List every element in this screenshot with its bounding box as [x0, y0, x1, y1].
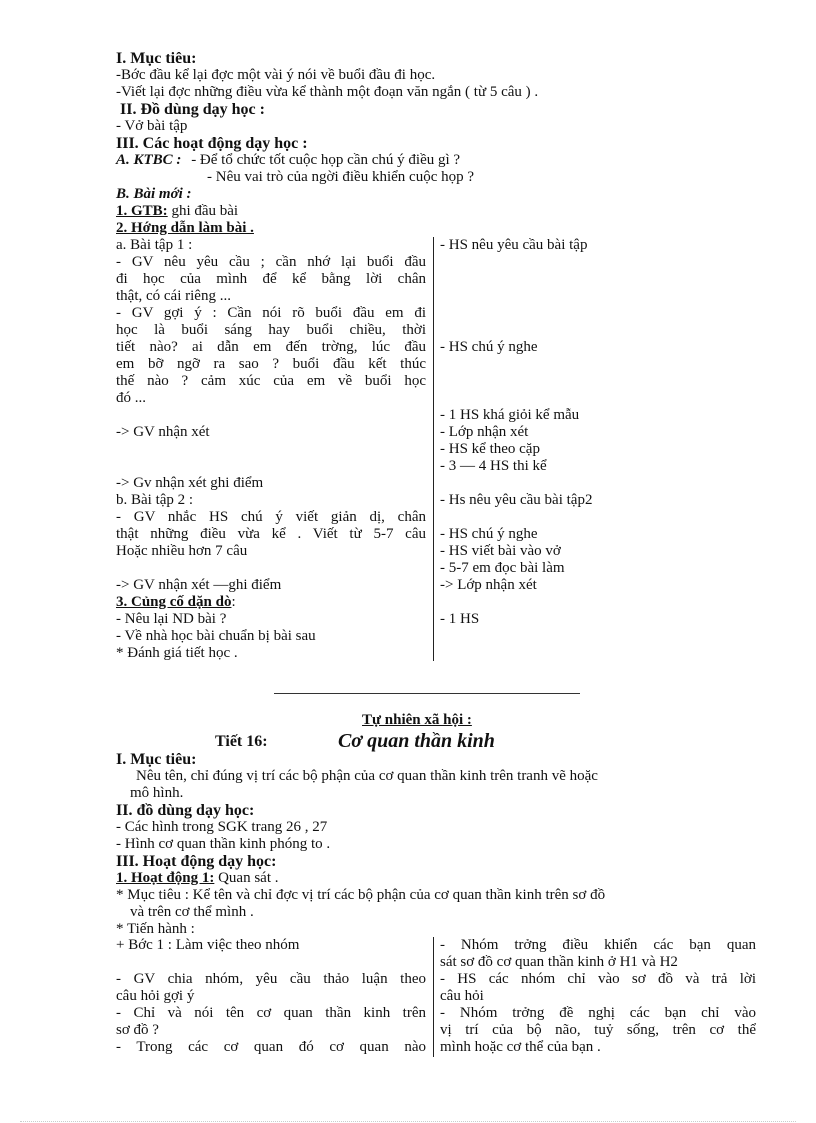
cung-co-block: [116, 594, 426, 662]
table-cell-line: sơ đồ ?: [116, 1022, 159, 1038]
table-cell-line: [116, 560, 426, 577]
ktbc-line-1: [116, 152, 756, 169]
cung-co-heading: 3. Củng cố dặn dò: [116, 594, 232, 610]
table-cell-line: [116, 458, 426, 475]
table-cell-line: - HS nêu yêu cầu bài tập: [440, 237, 588, 253]
table-cell-line: - 1 HS: [440, 611, 480, 627]
gtb-label: 1. GTB:: [116, 203, 168, 219]
cung-co-colon: :: [231, 594, 236, 610]
table-cell-line: -> GV nhận xét: [116, 424, 210, 440]
table1-left-column: [116, 237, 426, 594]
table-cell-line: - HS kể theo cặp: [440, 441, 540, 457]
table-cell-line: - Chỉ và nói tên cơ quan thần kinh trên: [116, 1005, 426, 1021]
table-cell-line: - 5-7 em đọc bài làm: [440, 560, 565, 576]
table-cell-line: [116, 954, 426, 971]
section-separator: [274, 693, 580, 694]
tien-hanh: * Tiến hành :: [116, 921, 195, 937]
table1-divider: [433, 237, 434, 661]
table-cell-line: - HS chú ý nghe: [440, 526, 538, 542]
table-cell-line: tiết nào? ai dẫn em đến trờng, lúc đầu: [116, 339, 426, 355]
table-cell-line: - Hs nêu yêu cầu bài tập2: [440, 492, 593, 508]
subject-heading: Tự nhiên xã hội :: [362, 712, 472, 728]
table-cell-line: câu hỏi gợi ý: [116, 988, 195, 1004]
table-cell-line: - HS các nhóm chỉ vào sơ đồ và trả lời: [440, 971, 756, 987]
muc-tieu-heading: I. Mục tiêu:: [116, 50, 197, 67]
gtb-text: ghi đầu bài: [167, 203, 239, 219]
page-bottom-rule: [20, 1121, 796, 1122]
table-cell-line: - HS viết bài vào vở: [440, 543, 561, 559]
table2-right-column: [440, 937, 756, 1056]
table-cell-line: sát sơ đồ cơ quan thần kinh ở H1 và H2: [440, 954, 678, 970]
part2-header: [116, 751, 756, 938]
part1-header: [116, 50, 756, 237]
table-cell-line: b. Bài tập 2 :: [116, 492, 194, 508]
hd1-muc-tieu-1: * Mục tiêu : Kể tên và chỉ đợc vị trí các bộ phận của cơ quan thần kinh trên sơ đồ: [116, 887, 606, 903]
table-cell-line: - 1 HS khá giỏi kể mẫu: [440, 407, 580, 423]
do-dung-2-line-2: - Hình cơ quan thần kinh phóng to .: [116, 836, 331, 852]
table2-left-column: [116, 937, 426, 1056]
ktbc-label: A. KTBC :: [116, 152, 182, 168]
table-cell-line: học là buổi sáng hay buổi chiều, thời: [116, 322, 426, 338]
gtb-line: [116, 203, 756, 220]
cung-co-line-3: * Đánh giá tiết học .: [116, 645, 238, 661]
do-dung-2-line-1: - Các hình trong SGK trang 26 , 27: [116, 819, 328, 835]
do-dung-2-heading: II. đồ dùng dạy học:: [116, 802, 255, 819]
muc-tieu-2-heading: I. Mục tiêu:: [116, 751, 197, 768]
muc-tieu-line-2: -Viết lại đợc những điều vừa kể thành một đoạn văn ngắn ( từ 5 câu ) .: [116, 84, 539, 100]
table-cell-line: - Nhóm trởng đề nghị các bạn chỉ vào: [440, 1005, 756, 1021]
cung-co-heading-line: [116, 594, 426, 611]
table-cell-line: vị trí của bộ não, tuỷ sống, trên cơ thể: [440, 1022, 756, 1038]
table-cell-line: Hoặc nhiều hơn 7 câu: [116, 543, 248, 559]
bai-moi-heading: B. Bài mới :: [116, 186, 192, 202]
table-cell-line: [116, 407, 426, 424]
table-cell-line: - HS chú ý nghe: [440, 339, 538, 355]
lesson-title: Cơ quan thần kinh: [338, 730, 495, 752]
table-cell-line: thế nào ? cảm xúc của em về buổi học: [116, 373, 426, 389]
table-cell-line: + Bớc 1 : Làm việc theo nhóm: [116, 937, 300, 953]
table-cell-line: a. Bài tập 1 :: [116, 237, 193, 253]
hd1-text: Quan sát .: [214, 870, 279, 886]
table-cell-line: [116, 441, 426, 458]
table-cell-line: thật những điều vừa kể . Viết từ 5-7 câu: [116, 526, 426, 542]
table-cell-line: mình hoặc cơ thể của bạn .: [440, 1039, 601, 1055]
muc-tieu-2-line-1: Nêu tên, chỉ đúng vị trí các bộ phận của cơ quan thần kinh trên tranh vẽ hoặc: [136, 768, 598, 784]
huong-dan-heading: 2. Hớng dẫn làm bài .: [116, 220, 254, 236]
table-cell-line: câu hỏi: [440, 988, 484, 1004]
table-cell-line: - GV nêu yêu cầu ; cần nhớ lại buổi đầu: [116, 254, 426, 270]
table-cell-line: em bỡ ngỡ ra sao ? buổi đầu kết thúc: [116, 356, 426, 372]
table-cell-line: - Trong các cơ quan đó cơ quan nào: [116, 1039, 426, 1055]
hd1-line: [116, 870, 756, 887]
tiet-label: Tiết 16:: [215, 733, 268, 750]
ktbc-question-1: - Để tổ chức tốt cuộc họp cần chú ý điều gì ?: [191, 152, 461, 168]
table-cell-line: -> Gv nhận xét ghi điểm: [116, 475, 264, 491]
table-cell-line: - GV chia nhóm, yêu cầu thảo luận theo: [116, 971, 426, 987]
hoat-dong-heading: III. Các hoạt động dạy học :: [116, 135, 308, 152]
cung-co-line-2: - Về nhà học bài chuẩn bị bài sau: [116, 628, 316, 644]
table-cell-line: thật, có cái riêng ...: [116, 288, 231, 304]
table-cell-line: -> Lớp nhận xét: [440, 577, 537, 593]
table-cell-line: - GV gợi ý : Cần nói rõ buổi đầu em đi: [116, 305, 426, 321]
table-cell-line: - Lớp nhận xét: [440, 424, 529, 440]
table-cell-line: - 3 — 4 HS thi kể: [440, 458, 547, 474]
table-cell-line: đi học của mình để kể bằng lời chân: [116, 271, 426, 287]
table2-divider: [433, 937, 434, 1057]
cung-co-line-1: - Nêu lại ND bài ?: [116, 611, 227, 627]
ktbc-question-2: - Nêu vai trò của ngời điều khiển cuộc họp ?: [207, 169, 475, 185]
do-dung-line-1: - Vở bài tập: [116, 118, 188, 134]
muc-tieu-line-1: -Bớc đầu kể lại đợc một vài ý nói về buổi đầu đi học.: [116, 67, 436, 83]
do-dung-heading: II. Đồ dùng dạy học :: [120, 101, 265, 118]
table-cell-line: -> GV nhận xét —ghi điểm: [116, 577, 282, 593]
hd1-muc-tieu-2: và trên cơ thể mình .: [130, 904, 254, 920]
hd1-label: 1. Hoạt động 1:: [116, 870, 215, 886]
table-cell-line: - GV nhắc HS chú ý viết giản dị, chân: [116, 509, 426, 525]
muc-tieu-2-line-2: mô hình.: [130, 785, 184, 801]
hoat-dong-2-heading: III. Hoạt động dạy học:: [116, 853, 277, 870]
table-cell-line: - Nhóm trởng điều khiển các bạn quan: [440, 937, 756, 953]
table-cell-line: đó ...: [116, 390, 146, 406]
